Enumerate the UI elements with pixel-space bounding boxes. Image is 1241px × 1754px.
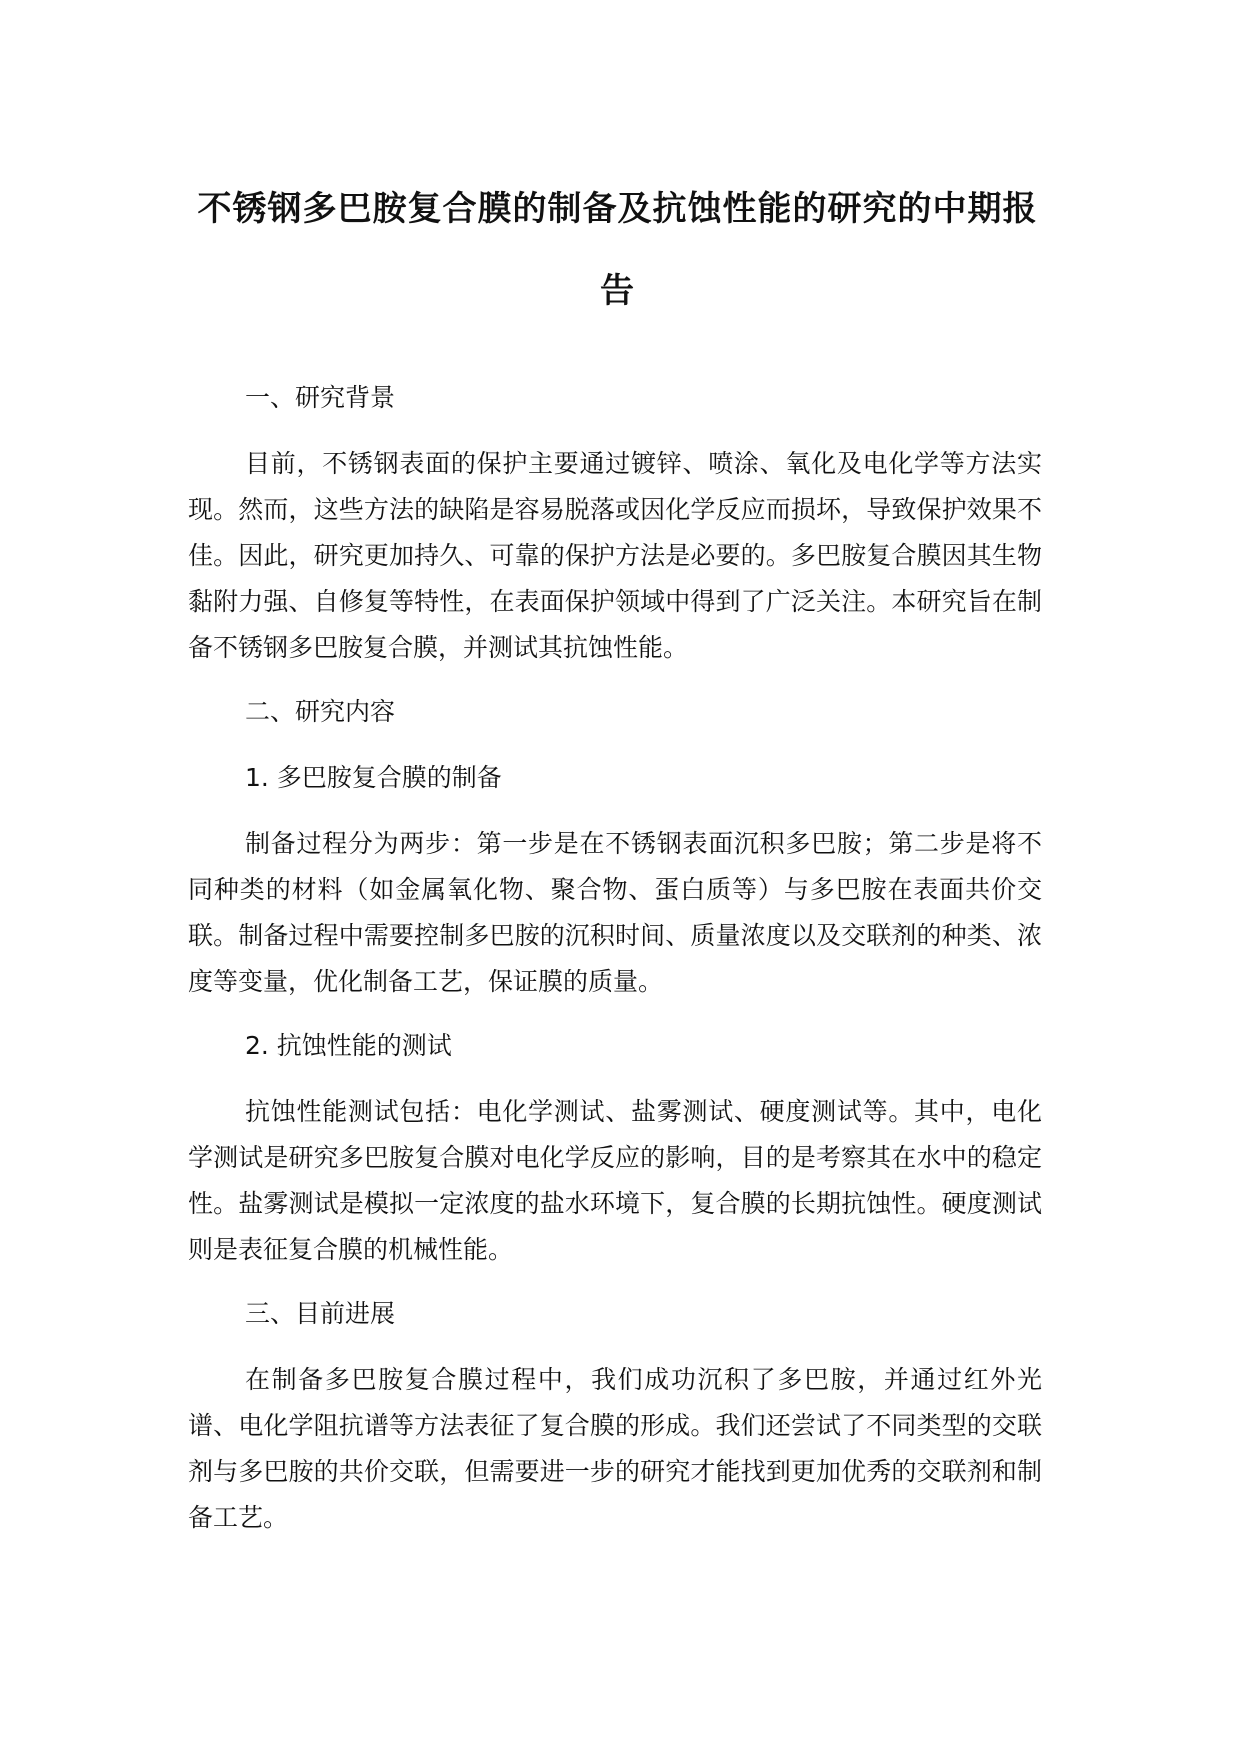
section-heading-progress: 三、目前进展 xyxy=(245,1299,396,1328)
paragraph-progress: 在制备多巴胺复合膜过程中，我们成功沉积了多巴胺，并通过红外光谱、电化学阻抗谱等方法表征了复合膜的形成。我们还尝试了不同类型的交联剂与多巴胺的共价交联，但需要进一步的研究才能找到更加优秀的交联剂和制备工艺。 xyxy=(188,1365,1042,1532)
document-body xyxy=(188,375,1042,1559)
section-heading-background: 一、研究背景 xyxy=(245,383,396,412)
subsection-heading-testing: 2. 抗蚀性能的测试 xyxy=(245,1031,452,1060)
paragraph-testing: 抗蚀性能测试包括：电化学测试、盐雾测试、硬度测试等。其中，电化学测试是研究多巴胺复合膜对电化学反应的影响，目的是考察其在水中的稳定性。盐雾测试是模拟一定浓度的盐水环境下，复合膜的长期抗蚀性。硬度测试则是表征复合膜的机械性能。 xyxy=(188,1097,1042,1264)
section-heading-content: 二、研究内容 xyxy=(245,697,396,726)
subsection-heading-preparation: 1. 多巴胺复合膜的制备 xyxy=(245,763,502,792)
paragraph-background: 目前，不锈钢表面的保护主要通过镀锌、喷涂、氧化及电化学等方法实现。然而，这些方法的缺陷是容易脱落或因化学反应而损坏，导致保护效果不佳。因此，研究更加持久、可靠的保护方法是必要的。多巴胺复合膜因其生物黏附力强、自修复等特性，在表面保护领域中得到了广泛关注。本研究旨在制备不锈钢多巴胺复合膜，并测试其抗蚀性能。 xyxy=(188,449,1042,662)
paragraph-preparation: 制备过程分为两步：第一步是在不锈钢表面沉积多巴胺；第二步是将不同种类的材料（如金属氧化物、聚合物、蛋白质等）与多巴胺在表面共价交联。制备过程中需要控制多巴胺的沉积时间、质量浓度以及交联剂的种类、浓度等变量，优化制备工艺，保证膜的质量。 xyxy=(188,829,1042,996)
document-title: 不锈钢多巴胺复合膜的制备及抗蚀性能的研究的中期报告 xyxy=(197,189,1038,311)
